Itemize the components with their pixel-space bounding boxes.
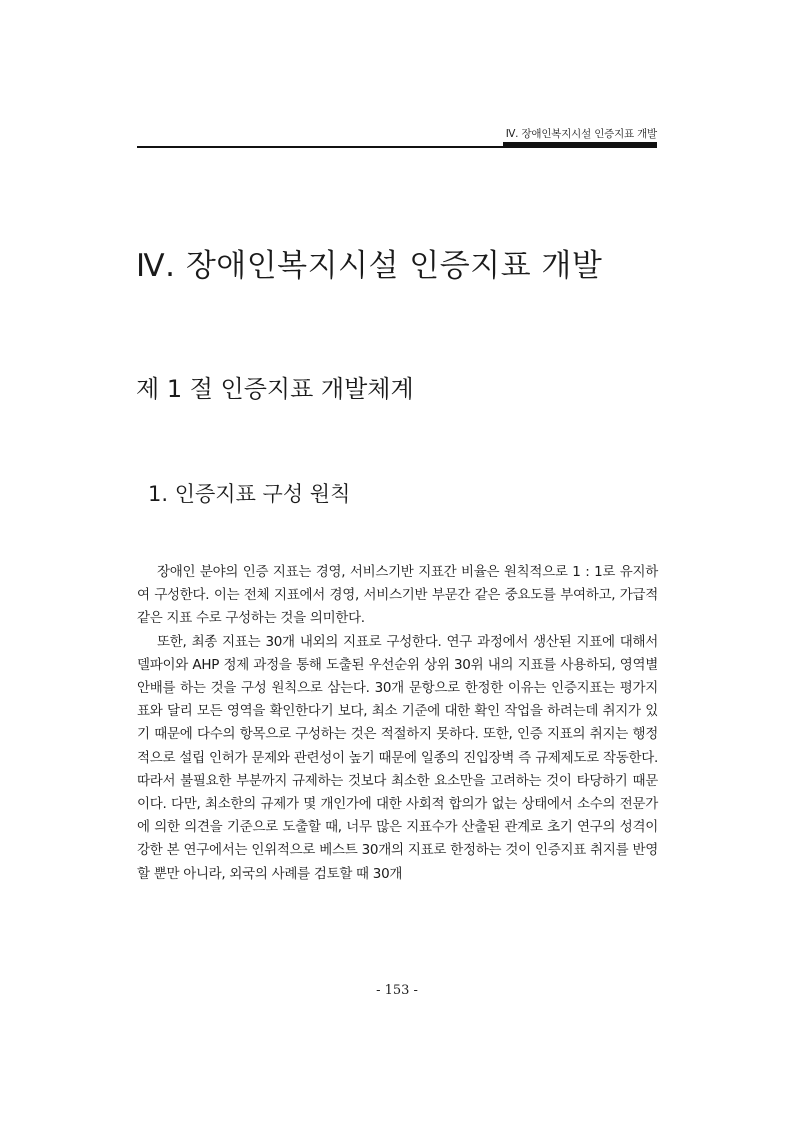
subsection-title: 1. 인증지표 구성 원칙 [148, 482, 351, 506]
paragraph: 또한, 최종 지표는 30개 내외의 지표로 구성한다. 연구 과정에서 생산된 지표에 대해서 델파이와 AHP 정제 과정을 통해 도출된 우선순위 상위 30위 내의 지표를 사용하되, 영역별 안배를 하는 것을 구성 원칙으로 삼는다. 30개 문항으로 한정한 이유는 인증지표는 평가지표와 달리 모든 영역을 확인한다기 보다, 최소 기준에 대한 확인 작업을 하려는데 취지가 있기 때문에 다수의 항목으로 구성하는 것은 적절하지 못하다. 또한, 인증 지표의 취지는 행정적으로 설립 인허가 문제와 관련성이 높기 때문에 일종의 진입장벽 즉 규제제도로 작동한다. 따라서 불필요한 부분까지 규제하는 것보다 최소한 요소만을 고려하는 것이 타당하기 때문이다. 다만, 최소한의 규제가 몇 개인가에 대한 사회적 합의가 없는 상태에서 소수의 전문가에 의한 의견을 기준으로 도출할 때, 너무 많은 지표수가 산출된 관계로 초기 연구의 성격이 강한 본 연구에서는 인위적으로 베스트 30개의 지표로 한정하는 것이 인증지표 취지를 반영할 뿐만 아니라, 외국의 사례를 검토할 때 30개 [137, 633, 658, 882]
running-header: Ⅳ. 장애인복지시설 인증지표 개발 [505, 128, 657, 140]
header-rule-accent [503, 142, 657, 147]
paragraph: 장애인 분야의 인증 지표는 경영, 서비스기반 지표간 비율은 원칙적으로 1 : 1로 유지하여 구성한다. 이는 전체 지표에서 경영, 서비스기반 부문간 같은 중요도를 부여하고, 가급적 같은 지표 수로 구성하는 것을 의미한다. [137, 564, 658, 627]
page-number: - 153 - [376, 983, 418, 998]
section-title: 제 1 절 인증지표 개발체계 [136, 375, 414, 403]
chapter-title: Ⅳ. 장애인복지시설 인증지표 개발 [136, 248, 603, 284]
body-text [137, 561, 658, 886]
